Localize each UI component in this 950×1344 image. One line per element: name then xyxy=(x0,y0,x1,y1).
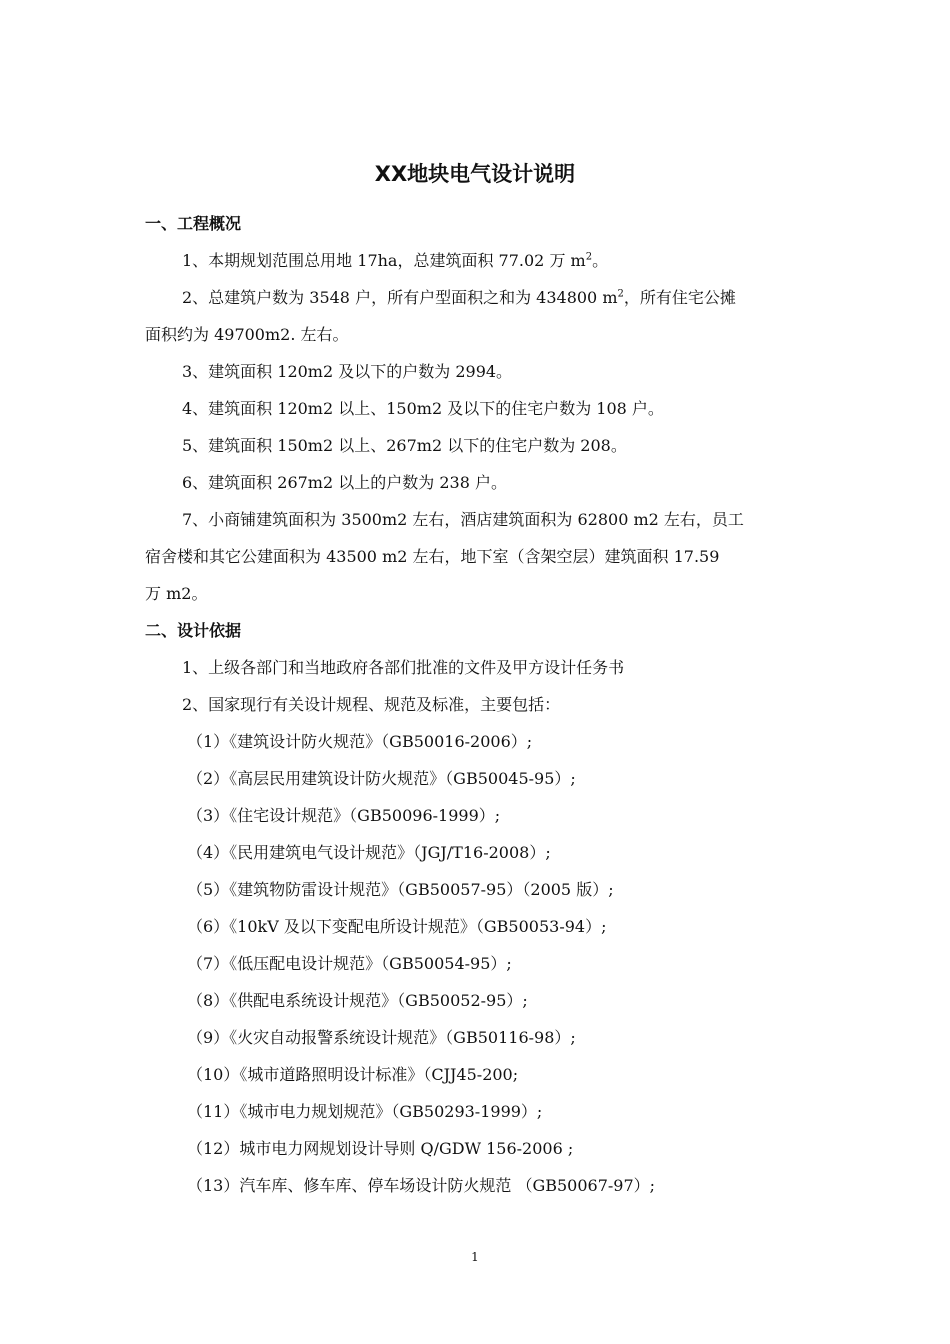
overview-item-2-cont: 面积约为 49700m2. 左右。 xyxy=(145,325,349,344)
overview-item-7: 7、小商铺建筑面积为 3500m2 左右，酒店建筑面积为 62800 m2 左右，员工 xyxy=(182,510,744,529)
section-heading-overview: 一、工程概况 xyxy=(145,214,242,233)
overview-item-3: 3、建筑面积 120m2 及以下的户数为 2994。 xyxy=(182,362,513,381)
standard-1: （1）《建筑设计防火规范》（GB50016-2006）; xyxy=(187,732,533,751)
standard-2: （2）《高层民用建筑设计防火规范》（GB50045-95）; xyxy=(187,769,576,788)
overview-item-5: 5、建筑面积 150m2 以上、267m2 以下的住宅户数为 208。 xyxy=(182,436,627,455)
overview-item-2: 2、总建筑户数为 3548 户，所有户型面积之和为 434800 $m^2$，所有住宅公摊 xyxy=(182,288,736,307)
standard-5: （5）《建筑物防雷设计规范》（GB50057-95）（2005 版）; xyxy=(187,880,614,899)
standard-7: （7）《低压配电设计规范》（GB50054-95）; xyxy=(187,954,512,973)
overview-item-7-cont: 宿舍楼和其它公建面积为 43500 m2 左右，地下室（含架空层）建筑面积 17.59 xyxy=(145,547,720,566)
standard-4: （4）《民用建筑电气设计规范》（JGJ/T16-2008）; xyxy=(187,843,551,862)
standard-9: （9）《火灾自动报警系统设计规范》（GB50116-98）; xyxy=(187,1028,576,1047)
overview-item-1: 1、本期规划范围总用地 17ha，总建筑面积 77.02 万 $m^2$。 xyxy=(182,251,609,270)
overview-item-4: 4、建筑面积 120m2 以上、150m2 及以下的住宅户数为 108 户。 xyxy=(182,399,664,418)
standard-8: （8）《供配电系统设计规范》（GB50052-95）; xyxy=(187,991,528,1010)
basis-item-1: 1、上级各部门和当地政府各部们批准的文件及甲方设计任务书 xyxy=(182,658,625,677)
overview-item-7-cont2: 万 m2。 xyxy=(145,584,208,603)
standard-11: （11）《城市电力规划规范》（GB50293-1999）; xyxy=(187,1102,543,1121)
standard-10: （10）《城市道路照明设计标准》（CJJ45-200; xyxy=(187,1065,519,1084)
page-number: 1 xyxy=(471,1250,479,1264)
section-heading-basis: 二、设计依据 xyxy=(145,621,242,640)
document-title: XX地块电气设计说明 xyxy=(374,162,576,186)
standard-12: （12）城市电力网规划设计导则 Q/GDW 156-2006 ; xyxy=(187,1139,574,1158)
standard-6: （6）《10kV 及以下变配电所设计规范》（GB50053-94）; xyxy=(187,917,607,936)
document-body xyxy=(145,205,807,1204)
overview-item-6: 6、建筑面积 267m2 以上的户数为 238 户。 xyxy=(182,473,507,492)
basis-item-2: 2、国家现行有关设计规程、规范及标准，主要包括： xyxy=(182,695,561,714)
standard-13: （13）汽车库、修车库、停车场设计防火规范 （GB50067-97）; xyxy=(187,1176,656,1195)
standard-3: （3）《住宅设计规范》（GB50096-1999）; xyxy=(187,806,501,825)
